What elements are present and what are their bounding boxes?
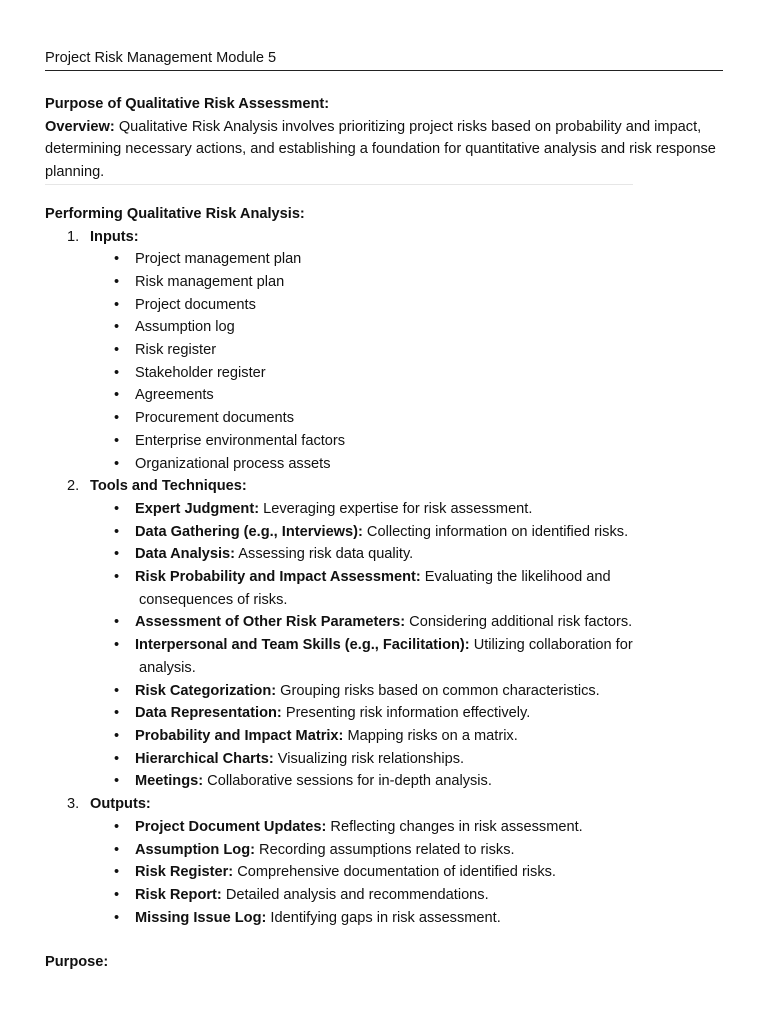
item-text: Detailed analysis and recommendations.: [221, 886, 489, 903]
list-item: [114, 861, 723, 884]
list-item: [114, 725, 723, 748]
bullet-icon: •: [114, 455, 120, 472]
step-outputs: [45, 793, 723, 929]
item-term: Assumption Log:: [135, 841, 255, 858]
list-item: [114, 748, 723, 771]
list-item: [114, 816, 723, 839]
item-text: Reflecting changes in risk assessment.: [326, 818, 583, 835]
item-text: Assessing risk data quality.: [235, 546, 414, 563]
bullet-icon: •: [114, 818, 120, 835]
step-label: Outputs:: [90, 796, 151, 813]
bullet-icon: •: [114, 773, 120, 790]
overview-paragraph: [45, 116, 723, 184]
item-term: Data Analysis:: [135, 546, 236, 563]
item-text: Leveraging expertise for risk assessment.: [259, 500, 533, 517]
section-heading-purpose-qualitative: Purpose of Qualitative Risk Assessment:: [45, 96, 330, 112]
header-divider: [45, 70, 723, 71]
bullet-icon: •: [114, 387, 120, 404]
bullet-icon: •: [114, 500, 120, 517]
item-text: Visualizing risk relationships.: [273, 750, 465, 767]
section-heading-performing: Performing Qualitative Risk Analysis:: [45, 205, 305, 222]
list-item: [114, 611, 723, 634]
step-label: Inputs:: [90, 228, 139, 245]
item-text: Comprehensive documentation of identified risks.: [233, 864, 556, 881]
list-item: [114, 884, 723, 907]
bullet-icon: •: [114, 251, 120, 268]
item-term: Interpersonal and Team Skills (e.g., Facilitation):: [135, 637, 470, 654]
step-number: 2.: [67, 478, 80, 495]
item-text: Evaluating the likelihood and: [420, 569, 611, 586]
section-heading-purpose: Purpose:: [45, 954, 109, 971]
list-item: [114, 498, 723, 521]
item-term: Data Gathering (e.g., Interviews):: [135, 523, 363, 540]
bullet-icon: •: [114, 682, 120, 699]
item-term: Project Document Updates:: [135, 818, 327, 835]
item-term: Missing Issue Log:: [135, 909, 267, 926]
list-item: • Agreements: [135, 384, 723, 407]
item-text: Grouping risks based on common characteristics.: [276, 682, 600, 699]
item-text-continued: analysis.: [139, 659, 196, 676]
list-item: [114, 543, 723, 566]
list-item: • Procurement documents: [135, 407, 723, 430]
item-term: Risk Categorization:: [135, 682, 277, 699]
list-item: • Project documents: [135, 294, 723, 317]
list-item: [114, 702, 723, 725]
bullet-icon: •: [114, 569, 120, 586]
item-text: Collecting information on identified risks.: [362, 523, 629, 540]
bullet-icon: •: [114, 342, 120, 359]
step-label: Tools and Techniques:: [90, 478, 247, 495]
bullet-icon: •: [114, 841, 120, 858]
bullet-icon: •: [114, 410, 120, 427]
list-item: [114, 770, 723, 793]
step-number: 1.: [67, 228, 80, 245]
step-inputs: [45, 226, 723, 476]
item-term: Probability and Impact Matrix:: [135, 727, 344, 744]
list-item: • Enterprise environmental factors: [135, 430, 723, 453]
tools-list: [90, 498, 723, 793]
item-text: Utilizing collaboration for: [469, 637, 633, 654]
item-term: Hierarchical Charts:: [135, 750, 274, 767]
list-item: • Organizational process assets: [135, 453, 723, 476]
bullet-icon: •: [114, 614, 120, 631]
item-term: Assessment of Other Risk Parameters:: [135, 614, 406, 631]
overview-text: Qualitative Risk Analysis involves prioritizing project risks based on probability and impact, determining necessary actions, and establishing a foundation for quantitative analysis and risk response planning.: [45, 118, 716, 181]
list-item: [114, 521, 723, 544]
inputs-list: [90, 248, 723, 475]
item-text: Recording assumptions related to risks.: [254, 841, 515, 858]
list-item: [114, 634, 723, 679]
item-term: Meetings:: [135, 773, 204, 790]
item-text-continued: consequences of risks.: [139, 591, 288, 608]
item-term: Risk Register:: [135, 864, 234, 881]
list-item: • Stakeholder register: [135, 362, 723, 385]
page-header: Project Risk Management Module 5: [45, 50, 277, 66]
item-text: Collaborative sessions for in-depth analysis.: [203, 773, 492, 790]
bullet-icon: •: [114, 705, 120, 722]
list-item: • Project management plan: [135, 248, 723, 271]
bullet-icon: •: [114, 432, 120, 449]
step-number: 3.: [67, 796, 80, 813]
steps-list: [45, 226, 723, 930]
bullet-icon: •: [114, 296, 120, 313]
outputs-list: [90, 816, 723, 930]
bullet-icon: •: [114, 909, 120, 926]
list-item: • Assumption log: [135, 316, 723, 339]
list-item: [114, 566, 723, 611]
bullet-icon: •: [114, 864, 120, 881]
list-item: • Risk register: [135, 339, 723, 362]
bullet-icon: •: [114, 727, 120, 744]
item-text: Identifying gaps in risk assessment.: [266, 909, 501, 926]
overview-label: Overview:: [45, 118, 115, 135]
list-item: • Risk management plan: [135, 271, 723, 294]
step-tools-techniques: [45, 475, 723, 793]
bullet-icon: •: [114, 319, 120, 336]
item-term: Data Representation:: [135, 705, 282, 722]
item-text: Considering additional risk factors.: [405, 614, 633, 631]
bullet-icon: •: [114, 523, 120, 540]
list-item: [114, 680, 723, 703]
item-term: Expert Judgment:: [135, 500, 260, 517]
item-term: Risk Report:: [135, 886, 222, 903]
bullet-icon: •: [114, 637, 120, 654]
item-term: Risk Probability and Impact Assessment:: [135, 569, 421, 586]
bullet-icon: •: [114, 273, 120, 290]
list-item: [114, 839, 723, 862]
document-page: [45, 46, 723, 974]
bullet-icon: •: [114, 546, 120, 563]
list-item: [114, 907, 723, 930]
bullet-icon: •: [114, 886, 120, 903]
item-text: Mapping risks on a matrix.: [343, 727, 518, 744]
bullet-icon: •: [114, 750, 120, 767]
section-divider: [45, 184, 633, 185]
bullet-icon: •: [114, 364, 120, 381]
item-text: Presenting risk information effectively.: [281, 705, 531, 722]
